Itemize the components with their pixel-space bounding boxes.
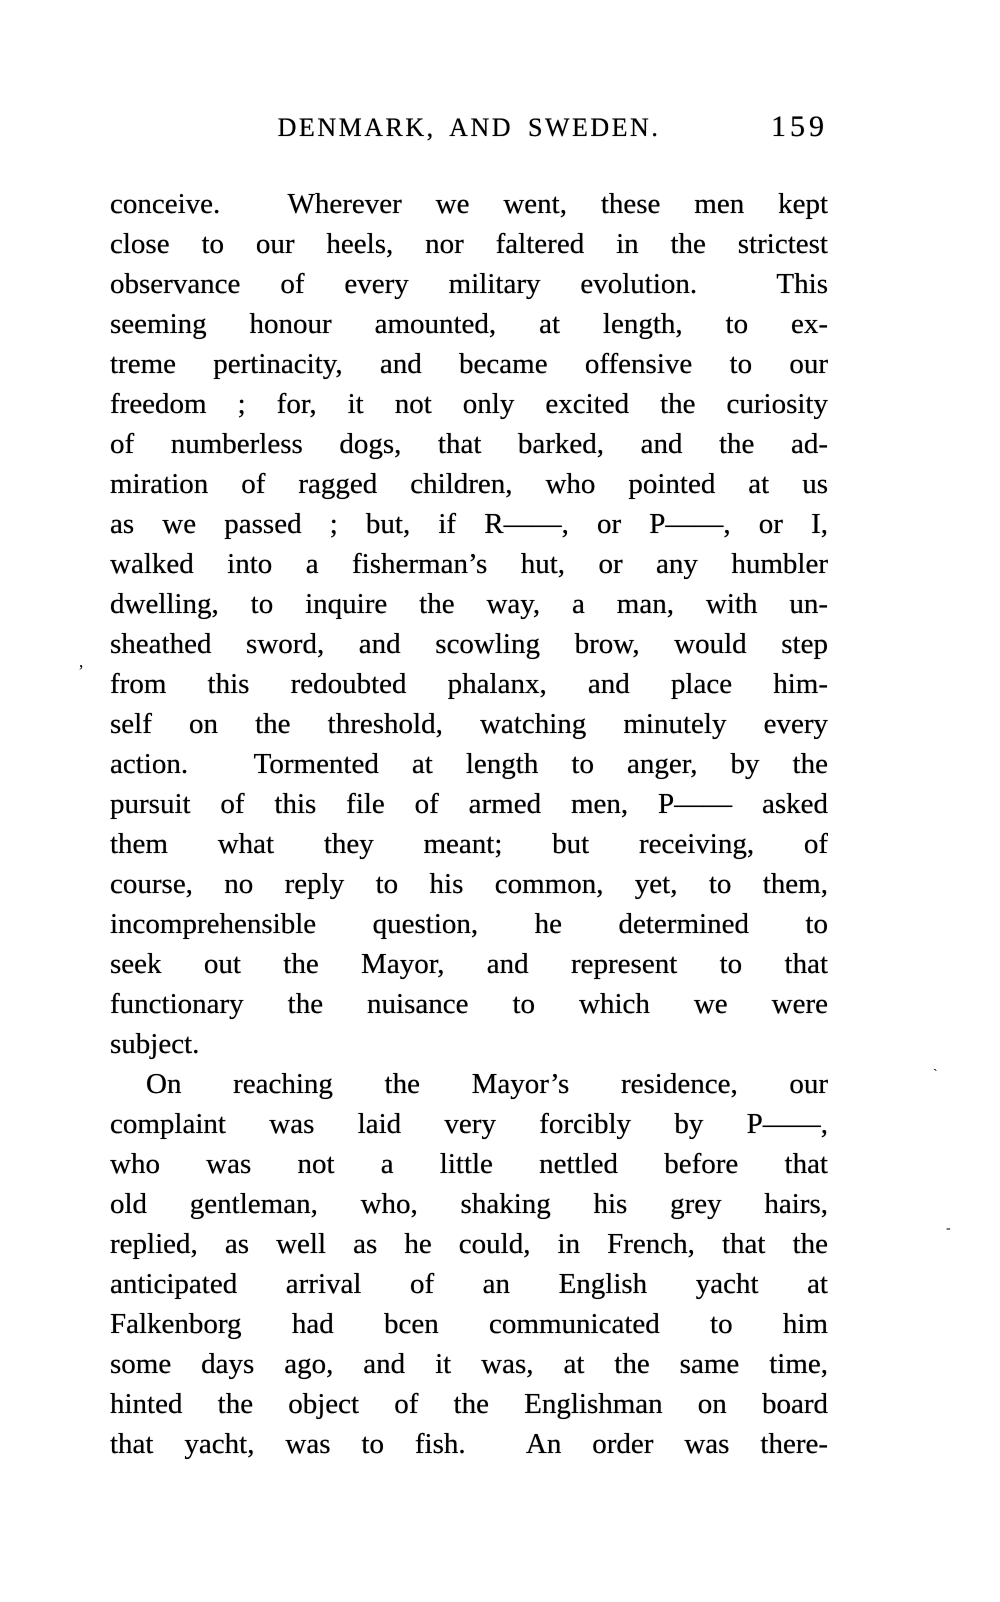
text-line: seek out the Mayor, and represent to that [110,948,828,980]
text-line: from this redoubted phalanx, and place him- [110,668,828,700]
text-line: conceive. Wherever we went, these men kept [110,188,828,220]
text-line: old gentleman, who, shaking his grey hairs, [110,1188,828,1220]
running-title: DENMARK, AND SWEDEN. [277,113,661,142]
left-margin-ink-speck: ’ [78,661,84,681]
text-line: observance of every military evolution. This [110,268,828,300]
text-line: of numberless dogs, that barked, and the ad- [110,428,828,460]
right-margin-ink-speck: ˎ [933,1057,938,1072]
text-line: them what they meant; but receiving, of [110,828,828,860]
right-margin-ink-speck-2: - [946,1221,951,1236]
text-line: dwelling, to inquire the way, a man, with un- [110,588,828,620]
text-block [110,184,828,1464]
text-line: anticipated arrival of an English yacht at [110,1268,828,1300]
text-line: walked into a fisherman’s hut, or any humbler [110,548,828,580]
text-line: that yacht, was to fish. An order was there- [110,1428,828,1460]
text-line: On reaching the Mayor’s residence, our [146,1068,828,1100]
text-line: hinted the object of the Englishman on board [110,1388,828,1420]
text-line: freedom ; for, it not only excited the curiosity [110,388,828,420]
text-line: some days ago, and it was, at the same time, [110,1348,828,1380]
text-line: functionary the nuisance to which we were [110,988,828,1020]
text-line: miration of ragged children, who pointed at us [110,468,828,500]
text-line: as we passed ; but, if R——, or P——, or I, [110,508,828,540]
text-line: sheathed sword, and scowling brow, would step [110,628,828,660]
text-line: action. Tormented at length to anger, by the [110,748,828,780]
text-line: who was not a little nettled before that [110,1148,828,1180]
text-line: subject. [110,1028,200,1060]
text-line: complaint was laid very forcibly by P——, [110,1108,828,1140]
text-line: course, no reply to his common, yet, to them, [110,868,828,900]
text-line: Falkenborg had bcen communicated to him [110,1308,828,1340]
page-header [110,110,828,146]
text-line: seeming honour amounted, at length, to ex- [110,308,828,340]
text-line: replied, as well as he could, in French, that the [110,1228,828,1260]
text-line: treme pertinacity, and became offensive to our [110,348,828,380]
text-line: self on the threshold, watching minutely every [110,708,828,740]
text-line: pursuit of this file of armed men, P—— asked [110,788,828,820]
page-number: 159 [771,110,828,143]
text-line: incomprehensible question, he determined to [110,908,828,940]
text-line: close to our heels, nor faltered in the strictest [110,228,828,260]
